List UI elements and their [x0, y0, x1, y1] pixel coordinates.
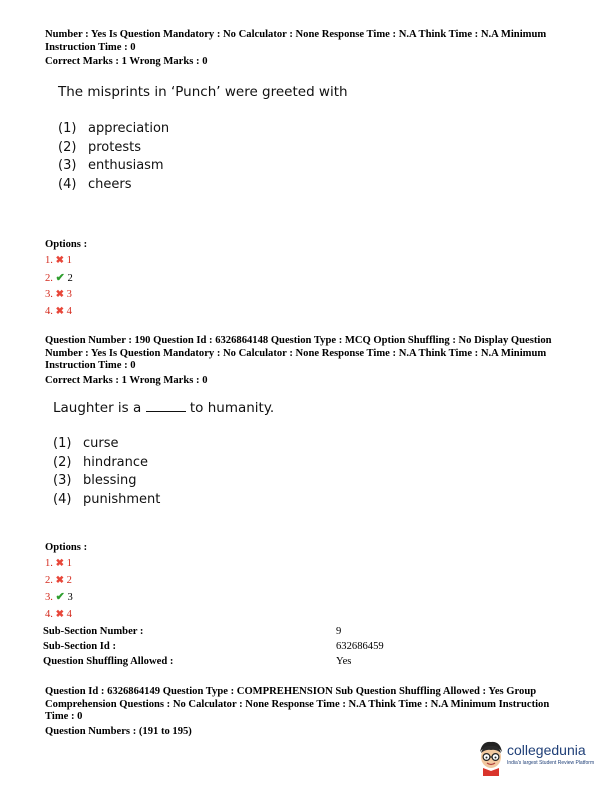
- choice-number: (4): [53, 491, 72, 507]
- choice-number: (2): [53, 454, 72, 470]
- cross-icon: ✖: [55, 558, 64, 569]
- choice-item: [53, 435, 160, 454]
- q189-choices: [58, 120, 169, 194]
- choice-item: [58, 157, 169, 176]
- option-value: 4: [66, 305, 72, 317]
- logo-name: collegedunia: [507, 742, 586, 758]
- choice-number: (2): [58, 139, 77, 155]
- choice-number: (1): [53, 436, 72, 451]
- option-value: 4: [66, 608, 72, 620]
- mascot-icon: [476, 738, 506, 778]
- cross-icon: ✖: [55, 574, 64, 586]
- option-row: [45, 287, 73, 304]
- option-value: 1: [66, 255, 72, 266]
- option-row: [45, 589, 73, 607]
- choice-text: cheers: [88, 176, 132, 192]
- q190-meta: [45, 335, 575, 387]
- q190-marks: Correct Marks : 1 Wrong Marks : 0: [45, 374, 208, 386]
- option-index: 1.: [45, 558, 53, 569]
- q190-meta-line1: Question Number : 190 Question Id : 6326864148 Question Type : MCQ Option Shuffling : No Display Question: [45, 335, 552, 346]
- choice-item: [58, 120, 169, 139]
- choice-number: (4): [58, 176, 77, 192]
- question-text-before: Laughter is a: [53, 400, 142, 416]
- option-row: [45, 607, 73, 624]
- option-value: 2: [66, 574, 72, 586]
- option-row: [45, 573, 73, 590]
- q190-question-text: [53, 399, 274, 416]
- option-index: 3.: [45, 289, 53, 300]
- q189-question-text: The misprints in ‘Punch’ were greeted with: [58, 84, 348, 100]
- choice-text: enthusiasm: [88, 158, 164, 173]
- q189-options: [45, 253, 73, 320]
- option-value: 3: [67, 592, 73, 603]
- choice-number: (3): [58, 158, 77, 173]
- subsection-number-value: 9: [336, 626, 342, 637]
- choice-number: (3): [53, 473, 72, 488]
- option-value: 1: [66, 558, 72, 569]
- comprehension-line2: Comprehension Questions : No Calculator : None Response Time : N.A Think Time : N.A Minimum Instruction: [45, 698, 550, 710]
- q189-marks: Correct Marks : 1 Wrong Marks : 0: [45, 56, 208, 67]
- subsection-id-value: 632686459: [336, 641, 384, 652]
- q189-meta-line2: Instruction Time : 0: [45, 41, 136, 53]
- comprehension-line3: Time : 0: [45, 711, 83, 722]
- option-row: [45, 270, 73, 288]
- q190-options-label: Options :: [45, 542, 88, 553]
- option-row: [45, 253, 73, 270]
- cross-icon: ✖: [55, 255, 64, 266]
- option-row: [45, 556, 73, 573]
- subsection-id-label: Sub-Section Id :: [43, 641, 116, 652]
- comprehension-question-numbers: Question Numbers : (191 to 195): [45, 725, 192, 737]
- q190-meta-line3: Instruction Time : 0: [45, 360, 136, 371]
- cross-icon: ✖: [55, 305, 64, 317]
- q190-choices: [53, 435, 160, 509]
- option-index: 2.: [45, 272, 53, 284]
- answer-blank: [146, 399, 186, 412]
- q189-meta-line1: Number : Yes Is Question Mandatory : No Calculator : None Response Time : N.A Think Time : N.A Minimum: [45, 29, 547, 40]
- choice-item: [58, 139, 169, 158]
- checkmark-icon: ✔: [55, 271, 65, 284]
- option-index: 1.: [45, 255, 53, 266]
- comprehension-line1: Question Id : 6326864149 Question Type : COMPREHENSION Sub Question Shuffling Allowed : Yes Group: [45, 686, 537, 697]
- option-value: 2: [67, 272, 73, 284]
- option-value: 3: [66, 289, 72, 300]
- choice-text: protests: [88, 139, 142, 155]
- option-index: 2.: [45, 574, 53, 586]
- choice-item: [53, 454, 160, 473]
- choice-text: hindrance: [83, 454, 149, 470]
- shuffle-allowed-value: Yes: [336, 656, 352, 667]
- choice-text: blessing: [83, 473, 137, 488]
- choice-text: punishment: [83, 491, 161, 507]
- choice-item: [58, 176, 169, 195]
- option-index: 3.: [45, 592, 53, 603]
- cross-icon: ✖: [55, 608, 64, 620]
- choice-item: [53, 491, 160, 510]
- cross-icon: ✖: [55, 289, 64, 300]
- subsection-values: [336, 624, 384, 669]
- collegedunia-logo: [476, 738, 608, 778]
- shuffle-allowed-label: Question Shuffling Allowed :: [43, 656, 174, 667]
- q189-options-label: Options :: [45, 239, 88, 250]
- q189-meta: [45, 29, 575, 69]
- q190-options: [45, 556, 73, 623]
- logo-tagline: India's largest Student Review Platform: [507, 760, 595, 766]
- checkmark-icon: ✔: [55, 591, 65, 603]
- option-index: 4.: [45, 305, 53, 317]
- subsection-labels: [43, 624, 173, 669]
- comprehension-meta: [45, 686, 575, 738]
- subsection-number-label: Sub-Section Number :: [43, 626, 144, 637]
- choice-text: appreciation: [88, 121, 170, 136]
- choice-number: (1): [58, 121, 77, 136]
- q190-meta-line2: Number : Yes Is Question Mandatory : No Calculator : None Response Time : N.A Think Time : N.A Minimum: [45, 347, 547, 359]
- option-row: [45, 304, 73, 321]
- choice-item: [53, 472, 160, 491]
- option-index: 4.: [45, 608, 53, 620]
- choice-text: curse: [83, 436, 119, 451]
- question-text-after: to humanity.: [189, 400, 275, 416]
